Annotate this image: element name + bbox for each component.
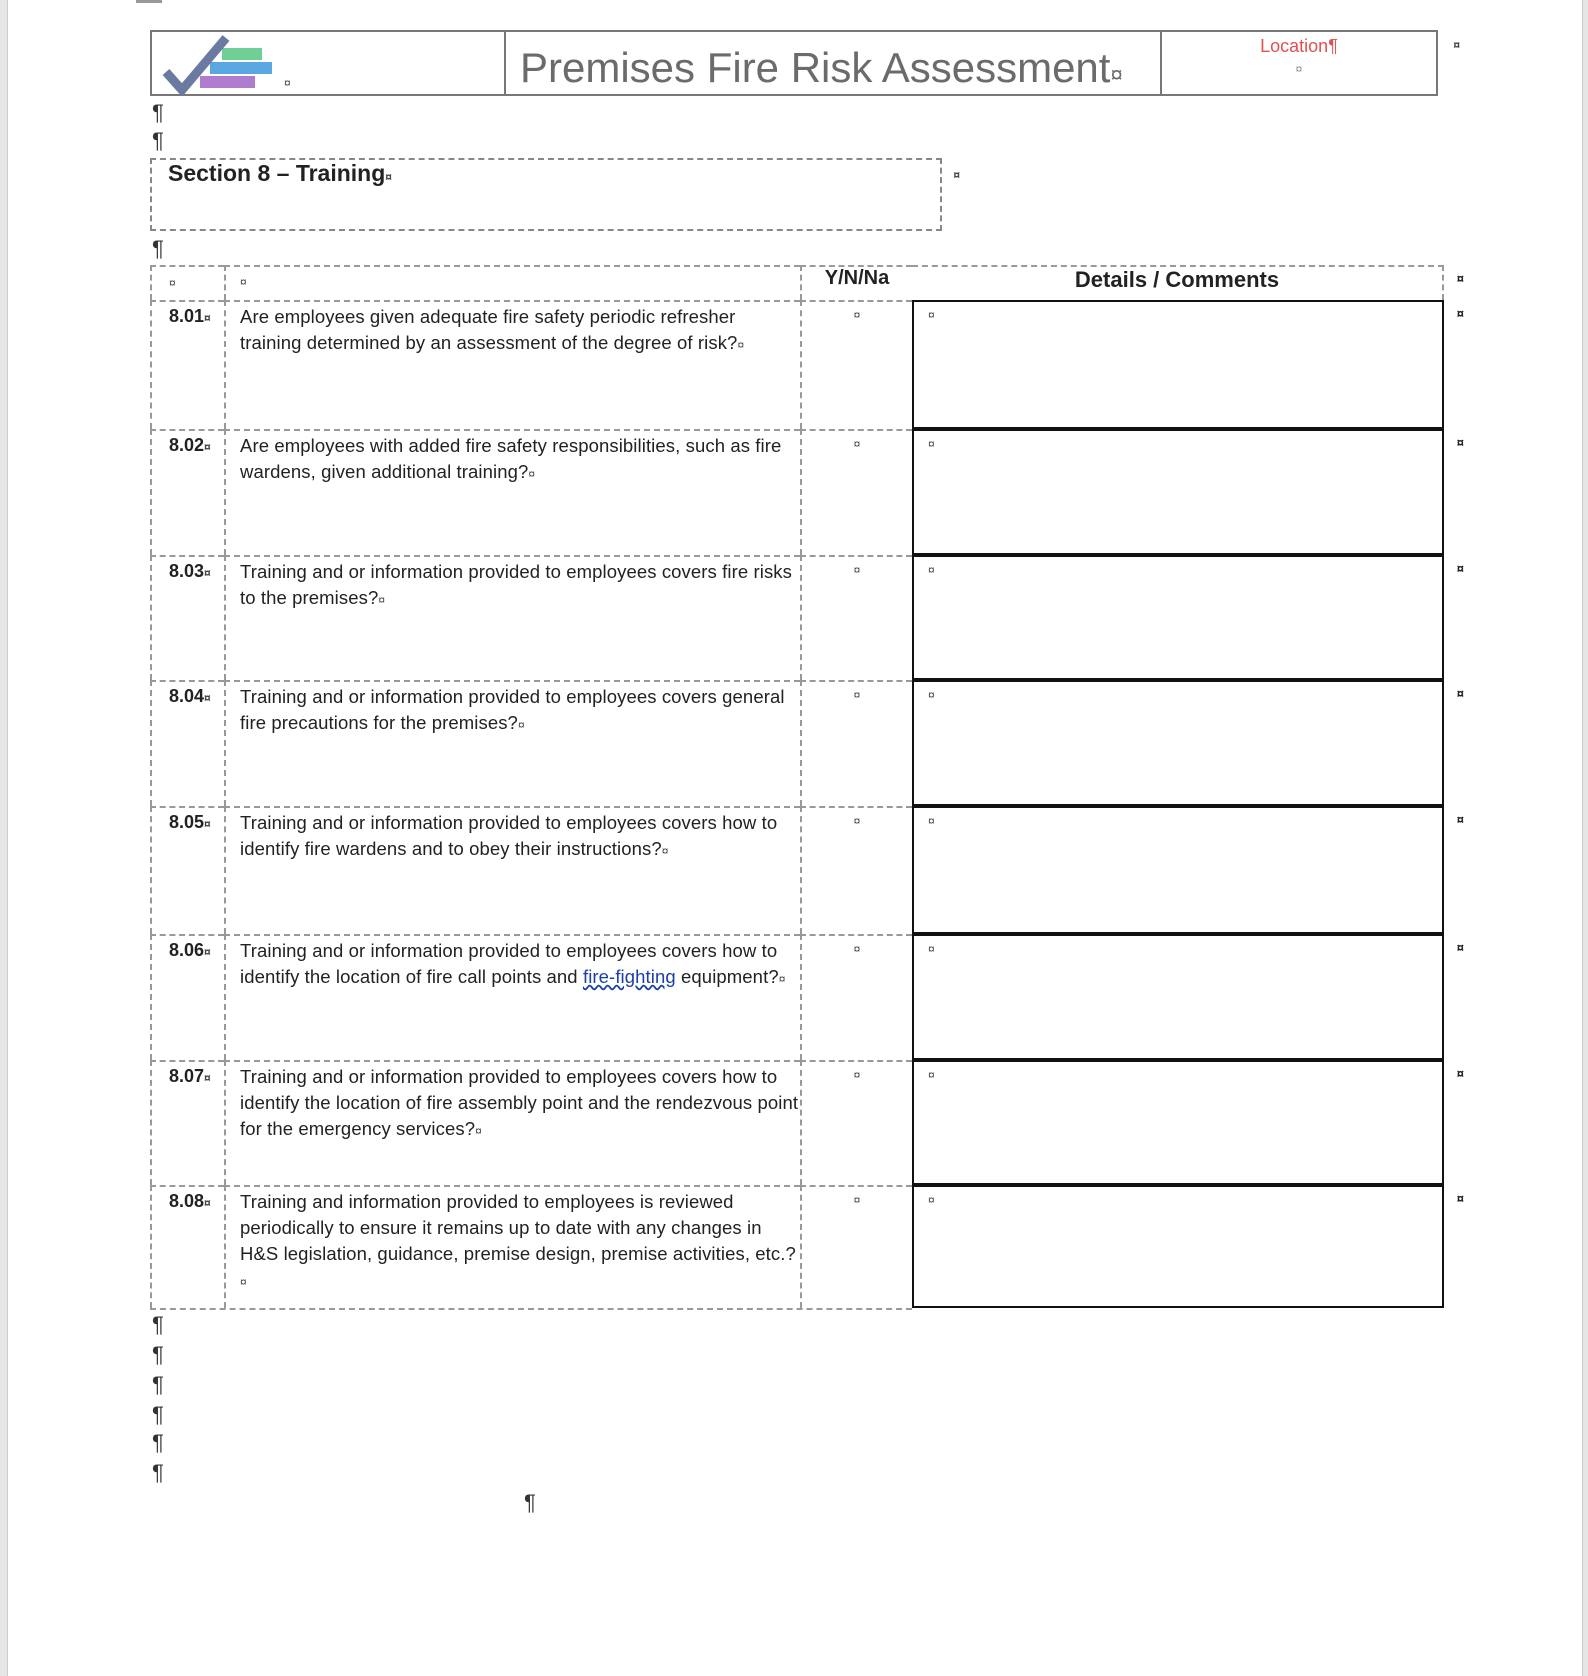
pilcrow: ¶ xyxy=(152,1372,164,1397)
item-number: 8.07 xyxy=(169,1066,205,1086)
cell-end-mark: ¤ xyxy=(204,817,211,831)
question-text: Training and information provided to employees is reviewed periodically to ensure it remains up to date with any changes in H&S legislation, guidance, premise design, premise activities, etc.? xyxy=(240,1191,796,1264)
pilcrow: ¶ xyxy=(152,1402,164,1427)
row-end-mark: ¤ xyxy=(1456,686,1464,701)
details-comments-cell[interactable] xyxy=(912,680,1444,806)
question-cell xyxy=(224,429,800,555)
table-row xyxy=(150,429,1464,555)
section-title-box xyxy=(150,158,960,231)
item-number-cell xyxy=(150,680,224,806)
item-number-cell xyxy=(150,1185,224,1308)
question-cell xyxy=(224,300,800,429)
details-comments-cell[interactable] xyxy=(912,429,1444,555)
page-top-mark xyxy=(136,0,162,3)
header-details: Details / Comments xyxy=(912,265,1444,300)
cell-end-mark: ¤ xyxy=(853,942,861,956)
cell-end-mark: ¤ xyxy=(204,566,211,580)
details-comments-cell[interactable] xyxy=(912,555,1444,680)
details-comments-cell[interactable] xyxy=(912,1185,1444,1308)
cell-end-mark: ¤ xyxy=(853,308,861,322)
cell-end-mark: ¤ xyxy=(928,437,935,451)
cell-end-mark: ¤ xyxy=(169,276,176,290)
cell-end-mark: ¤ xyxy=(204,1071,211,1085)
logo-cell xyxy=(152,32,506,94)
cell-end-mark: ¤ xyxy=(853,1068,861,1082)
item-number: 8.03 xyxy=(169,561,205,581)
pilcrow: ¶ xyxy=(152,1342,164,1367)
item-number-cell xyxy=(150,1060,224,1185)
question-cell xyxy=(224,1185,800,1308)
header-question xyxy=(224,265,800,300)
question-text: Training and or information provided to employees covers how to identify fire wardens and to obey their instructions? xyxy=(240,812,778,859)
pilcrow: ¶ xyxy=(152,1430,164,1455)
location-cell[interactable] xyxy=(1162,32,1436,94)
checkmark-logo-icon xyxy=(160,34,290,96)
section-title: Section 8 – Training xyxy=(168,160,386,186)
item-number: 8.04 xyxy=(169,686,205,706)
item-number: 8.01 xyxy=(169,306,205,326)
row-end-mark: ¤ xyxy=(1456,561,1464,576)
cell-end-mark: ¤ xyxy=(475,1124,482,1138)
table-row xyxy=(150,300,1464,429)
question-text-end: equipment? xyxy=(675,966,779,987)
header-num xyxy=(150,265,224,300)
cell-end-mark: ¤ xyxy=(385,170,392,184)
table-row xyxy=(150,680,1464,806)
table-row xyxy=(150,1185,1464,1308)
cell-end-mark: ¤ xyxy=(661,844,669,858)
cell-end-mark: ¤ xyxy=(528,467,536,481)
cell-end-mark: ¤ xyxy=(284,76,291,90)
item-number: 8.06 xyxy=(169,940,205,960)
cell-end-mark: ¤ xyxy=(928,1193,935,1207)
cell-end-mark: ¤ xyxy=(778,972,786,986)
row-end-mark: ¤ xyxy=(1456,1066,1464,1081)
yn-answer-cell[interactable] xyxy=(800,1060,912,1185)
item-number: 8.02 xyxy=(169,435,205,455)
cell-end-mark: ¤ xyxy=(204,311,211,325)
table-bottom-border xyxy=(150,1308,912,1310)
cell-end-mark: ¤ xyxy=(204,1196,211,1210)
question-cell xyxy=(224,934,800,1060)
table-row xyxy=(150,555,1464,680)
page-edge-right xyxy=(1582,0,1588,1676)
location-label: Location xyxy=(1260,36,1329,56)
cell-end-mark: ¤ xyxy=(853,814,861,828)
spellcheck-link[interactable]: fire-fighting xyxy=(582,966,676,987)
cell-end-mark: ¤ xyxy=(1295,62,1303,76)
details-comments-cell[interactable] xyxy=(912,1060,1444,1185)
question-text: Training and or information provided to employees covers how to identify the location of fire call points and xyxy=(240,940,778,987)
cell-end-mark: ¤ xyxy=(853,1193,861,1207)
yn-answer-cell[interactable] xyxy=(800,555,912,680)
pilcrow: ¶ xyxy=(152,236,164,261)
cell-end-mark: ¤ xyxy=(928,308,935,322)
yn-answer-cell[interactable] xyxy=(800,300,912,429)
cell-end-mark: ¤ xyxy=(378,593,386,607)
question-text: Training and or information provided to employees covers general fire precautions for the premises? xyxy=(240,686,785,733)
cell-end-mark: ¤ xyxy=(928,1068,935,1082)
table-row xyxy=(150,806,1464,934)
question-text: Are employees given adequate fire safety periodic refresher training determined by an assessment of the degree of risk? xyxy=(240,306,738,353)
cell-end-mark: ¤ xyxy=(928,942,935,956)
table-row xyxy=(150,934,1464,1060)
cell-end-mark: ¤ xyxy=(517,718,525,732)
page-edge-left xyxy=(0,0,8,1676)
row-end-mark: ¤ xyxy=(1456,1191,1464,1206)
pilcrow: ¶ xyxy=(1328,36,1338,56)
yn-answer-cell[interactable] xyxy=(800,429,912,555)
cell-end-mark: ¤ xyxy=(928,688,935,702)
cell-end-mark: ¤ xyxy=(737,338,745,352)
row-end-mark: ¤ xyxy=(1456,306,1464,321)
document-title: Premises Fire Risk Assessment xyxy=(520,44,1111,91)
question-cell xyxy=(224,806,800,934)
cell-end-mark: ¤ xyxy=(1110,62,1123,87)
row-end-mark: ¤ xyxy=(1456,812,1464,827)
pilcrow: ¶ xyxy=(152,1312,164,1337)
item-number-cell xyxy=(150,555,224,680)
row-end-mark: ¤ xyxy=(1456,435,1464,450)
cell-end-mark: ¤ xyxy=(928,563,935,577)
question-text: Training and or information provided to employees covers how to identify the location of fire assembly point and the rendezvous point for the emergency services? xyxy=(240,1066,799,1139)
header-yn: Y/N/Na xyxy=(800,265,912,300)
cell-end-mark: ¤ xyxy=(204,945,211,959)
cell-end-mark: ¤ xyxy=(853,563,861,577)
item-number: 8.08 xyxy=(169,1191,205,1211)
cell-end-mark: ¤ xyxy=(240,275,247,289)
yn-answer-cell[interactable] xyxy=(800,1185,912,1308)
pilcrow: ¶ xyxy=(152,100,164,125)
row-end-mark: ¤ xyxy=(1453,38,1460,52)
item-number-cell xyxy=(150,806,224,934)
row-end-mark: ¤ xyxy=(1456,271,1464,286)
document-title-cell xyxy=(506,32,1162,94)
yn-answer-cell[interactable] xyxy=(800,806,912,934)
question-cell xyxy=(224,1060,800,1185)
question-text: Are employees with added fire safety responsibilities, such as fire wardens, given additional training? xyxy=(240,435,782,482)
pilcrow: ¶ xyxy=(524,1490,536,1515)
yn-answer-cell[interactable] xyxy=(800,934,912,1060)
cell-end-mark: ¤ xyxy=(204,691,211,705)
cell-end-mark: ¤ xyxy=(853,437,861,451)
details-comments-cell[interactable] xyxy=(912,300,1444,429)
details-comments-cell[interactable] xyxy=(912,806,1444,934)
question-cell xyxy=(224,680,800,806)
pilcrow: ¶ xyxy=(152,128,164,153)
item-number-cell xyxy=(150,429,224,555)
cell-end-mark: ¤ xyxy=(204,440,211,454)
question-cell xyxy=(224,555,800,680)
table-row xyxy=(150,1060,1464,1185)
table-header-row xyxy=(150,265,1464,300)
header-table xyxy=(150,30,1460,96)
yn-answer-cell[interactable] xyxy=(800,680,912,806)
item-number-cell xyxy=(150,934,224,1060)
row-end-mark: ¤ xyxy=(953,168,960,182)
pilcrow: ¶ xyxy=(152,1460,164,1485)
question-text: Training and or information provided to employees covers fire risks to the premises? xyxy=(240,561,793,608)
cell-end-mark: ¤ xyxy=(853,688,861,702)
details-comments-cell[interactable] xyxy=(912,934,1444,1060)
item-number-cell xyxy=(150,300,224,429)
cell-end-mark: ¤ xyxy=(928,814,935,828)
cell-end-mark: ¤ xyxy=(240,1275,247,1289)
item-number: 8.05 xyxy=(169,812,205,832)
row-end-mark: ¤ xyxy=(1456,940,1464,955)
